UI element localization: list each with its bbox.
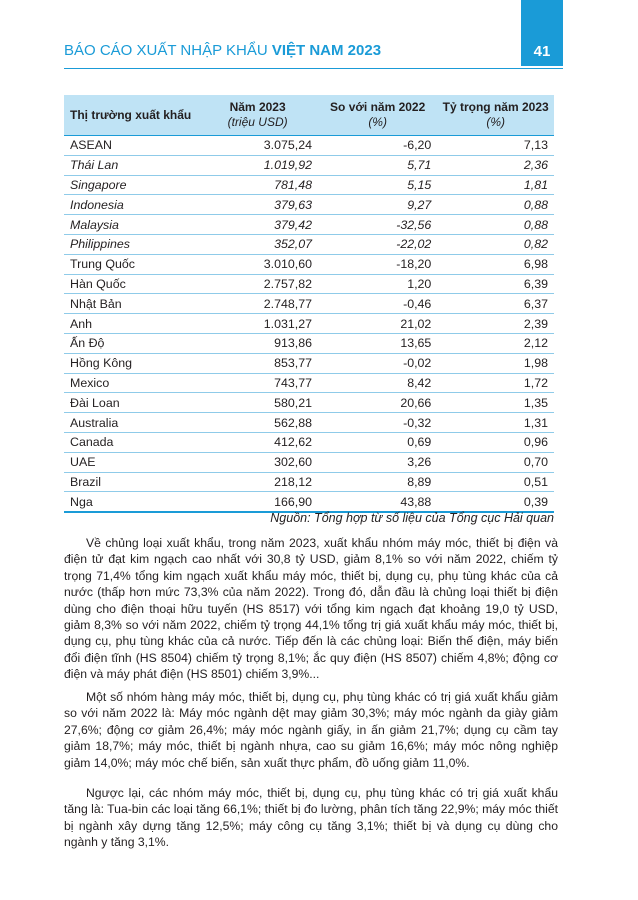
page-number: 41 bbox=[533, 43, 551, 60]
table-row bbox=[64, 215, 554, 235]
cell-share: 1,72 bbox=[437, 373, 554, 393]
table-row bbox=[64, 136, 554, 156]
cell-market: ASEAN bbox=[64, 136, 197, 156]
cell-value: 853,77 bbox=[197, 353, 318, 373]
column-header-label: Tỷ trọng năm 2023 bbox=[442, 100, 549, 114]
cell-change: -0,32 bbox=[318, 413, 437, 433]
cell-value: 3.075,24 bbox=[197, 136, 318, 156]
cell-change: -18,20 bbox=[318, 254, 437, 274]
cell-share: 0,82 bbox=[437, 234, 554, 254]
cell-change: -22,02 bbox=[318, 234, 437, 254]
table-row bbox=[64, 373, 554, 393]
cell-share: 0,96 bbox=[437, 432, 554, 452]
cell-value: 352,07 bbox=[197, 234, 318, 254]
cell-change: 13,65 bbox=[318, 333, 437, 353]
cell-share: 1,35 bbox=[437, 393, 554, 413]
cell-share: 0,39 bbox=[437, 492, 554, 512]
cell-market: Nhật Bản bbox=[64, 294, 197, 314]
cell-market: Hàn Quốc bbox=[64, 274, 197, 294]
table-row bbox=[64, 393, 554, 413]
page-number-tab bbox=[521, 0, 563, 66]
cell-share: 1,81 bbox=[437, 175, 554, 195]
cell-change: -32,56 bbox=[318, 215, 437, 235]
table-row bbox=[64, 333, 554, 353]
cell-value: 379,42 bbox=[197, 215, 318, 235]
cell-change: 21,02 bbox=[318, 314, 437, 334]
cell-value: 1.031,27 bbox=[197, 314, 318, 334]
cell-value: 913,86 bbox=[197, 333, 318, 353]
column-header-unit: (%) bbox=[368, 115, 387, 129]
cell-change: 8,89 bbox=[318, 472, 437, 492]
cell-market: Singapore bbox=[64, 175, 197, 195]
cell-share: 0,88 bbox=[437, 215, 554, 235]
cell-market: Nga bbox=[64, 492, 197, 512]
table-row bbox=[64, 155, 554, 175]
table-row bbox=[64, 452, 554, 472]
column-header-value bbox=[197, 95, 318, 136]
column-header-label: Năm 2023 bbox=[229, 100, 286, 114]
column-header-change bbox=[318, 95, 437, 136]
table-row bbox=[64, 314, 554, 334]
cell-change: 0,69 bbox=[318, 432, 437, 452]
column-header-unit: (triệu USD) bbox=[227, 115, 288, 129]
table-row bbox=[64, 413, 554, 433]
cell-market: Thái Lan bbox=[64, 155, 197, 175]
page-header bbox=[0, 0, 638, 78]
cell-share: 2,36 bbox=[437, 155, 554, 175]
table-header-row bbox=[64, 95, 554, 136]
cell-market: Anh bbox=[64, 314, 197, 334]
cell-value: 743,77 bbox=[197, 373, 318, 393]
cell-change: 8,42 bbox=[318, 373, 437, 393]
cell-value: 781,48 bbox=[197, 175, 318, 195]
report-title-prefix: BÁO CÁO XUẤT NHẬP KHẨU bbox=[64, 42, 272, 59]
cell-change: -0,46 bbox=[318, 294, 437, 314]
table-body bbox=[64, 136, 554, 513]
column-header-unit: (%) bbox=[486, 115, 505, 129]
cell-change: 1,20 bbox=[318, 274, 437, 294]
cell-market: Australia bbox=[64, 413, 197, 433]
cell-share: 6,98 bbox=[437, 254, 554, 274]
cell-change: -0,02 bbox=[318, 353, 437, 373]
cell-share: 2,12 bbox=[437, 333, 554, 353]
header-divider bbox=[64, 68, 563, 69]
body-paragraph: Ngược lại, các nhóm máy móc, thiết bị, dụng cụ, phụ tùng khác có trị giá xuất khẩu tăng là: Tua-bin các loại tăng 66,1%; thiết bị đo lường, phân tích tăng 22,9%; máy móc thiết bị ngành xây dựng tăng 12,5%; máy công cụ tăng 3,1%; thiết bị và dụng cụ dùng cho ngành y tăng 3,1%. bbox=[64, 786, 558, 850]
cell-value: 562,88 bbox=[197, 413, 318, 433]
table-source-note: Nguồn: Tổng hợp từ số liệu của Tổng cục Hải quan bbox=[270, 511, 554, 525]
cell-market: Canada bbox=[64, 432, 197, 452]
cell-market: Mexico bbox=[64, 373, 197, 393]
column-header-label: Thị trường xuất khẩu bbox=[70, 107, 192, 122]
cell-change: 3,26 bbox=[318, 452, 437, 472]
cell-market: Ấn Độ bbox=[64, 333, 197, 353]
column-header-label: So với năm 2022 bbox=[330, 100, 426, 114]
table-row bbox=[64, 472, 554, 492]
cell-value: 3.010,60 bbox=[197, 254, 318, 274]
cell-share: 6,39 bbox=[437, 274, 554, 294]
cell-market: Đài Loan bbox=[64, 393, 197, 413]
cell-change: 43,88 bbox=[318, 492, 437, 512]
table-row bbox=[64, 175, 554, 195]
cell-change: 5,15 bbox=[318, 175, 437, 195]
table-row bbox=[64, 294, 554, 314]
table-row bbox=[64, 234, 554, 254]
table-row bbox=[64, 195, 554, 215]
table-row bbox=[64, 353, 554, 373]
cell-value: 2.748,77 bbox=[197, 294, 318, 314]
cell-share: 0,51 bbox=[437, 472, 554, 492]
report-title bbox=[64, 42, 381, 59]
table-row bbox=[64, 254, 554, 274]
table-row bbox=[64, 492, 554, 512]
table-row bbox=[64, 432, 554, 452]
cell-market: Brazil bbox=[64, 472, 197, 492]
cell-value: 379,63 bbox=[197, 195, 318, 215]
body-paragraph: Một số nhóm hàng máy móc, thiết bị, dụng cụ, phụ tùng khác có trị giá xuất khẩu giảm so với năm 2022 là: Máy móc ngành dệt may giảm 30,3%; máy móc ngành da giày giảm 27,6%; động cơ giảm 26,4%; máy móc ngành giấy, in ấn giảm 21,7%; dụng cụ cầm tay giảm 18,7%; máy móc, thiết bị ngành nhựa, cao su giảm 16,6%; máy móc nông nghiệp giảm 14,0%; máy móc chế biến, sản xuất thực phẩm, đồ uống giảm 11,0%. bbox=[64, 690, 558, 770]
cell-value: 218,12 bbox=[197, 472, 318, 492]
cell-change: 5,71 bbox=[318, 155, 437, 175]
cell-value: 412,62 bbox=[197, 432, 318, 452]
cell-market: UAE bbox=[64, 452, 197, 472]
cell-share: 0,70 bbox=[437, 452, 554, 472]
body-paragraph: Về chủng loại xuất khẩu, trong năm 2023, xuất khẩu nhóm máy móc, thiết bị điện và điện tử đạt kim ngạch cao nhất với 30,8 tỷ USD, giảm 8,1% so với năm 2022, chiếm tỷ trọng 71,4% tổng kim ngạch xuất khẩu máy móc, thiết bị, dụng cụ, phụ tùng khác của cả nước (thấp hơn mức 73,3% của năm 2022). Trong đó, dẫn đầu là chủng loại thiết bị điện dùng cho điện thoại hữu tuyến (HS 8517) với tổng kim ngạch đạt khoảng 19,0 tỷ USD, giảm 8,3% so với năm 2022, chiếm tỷ trọng 44,1% tổng trị giá xuất khẩu máy móc, thiết bị, dụng cụ, phụ tùng khác của cả nước. Tiếp đến là các chủng loại: Biến thế điện, máy biến đổi điện tĩnh (HS 8504) chiếm tỷ trọng 8,1%; ắc quy điện (HS 8507) chiếm 4,8%; động cơ điện và máy phát điện (HS 8501) chiếm 3,9%... bbox=[64, 536, 558, 682]
cell-market: Indonesia bbox=[64, 195, 197, 215]
cell-value: 166,90 bbox=[197, 492, 318, 512]
report-title-bold: VIỆT NAM 2023 bbox=[271, 42, 382, 59]
cell-value: 580,21 bbox=[197, 393, 318, 413]
column-header-market bbox=[64, 95, 197, 136]
cell-change: 20,66 bbox=[318, 393, 437, 413]
cell-share: 0,88 bbox=[437, 195, 554, 215]
cell-share: 2,39 bbox=[437, 314, 554, 334]
table-row bbox=[64, 274, 554, 294]
cell-value: 1.019,92 bbox=[197, 155, 318, 175]
cell-share: 1,31 bbox=[437, 413, 554, 433]
cell-value: 2.757,82 bbox=[197, 274, 318, 294]
cell-market: Malaysia bbox=[64, 215, 197, 235]
export-markets-table bbox=[64, 95, 554, 513]
cell-share: 1,98 bbox=[437, 353, 554, 373]
cell-market: Hồng Kông bbox=[64, 353, 197, 373]
column-header-share bbox=[437, 95, 554, 136]
cell-market: Trung Quốc bbox=[64, 254, 197, 274]
cell-share: 6,37 bbox=[437, 294, 554, 314]
cell-share: 7,13 bbox=[437, 136, 554, 156]
cell-value: 302,60 bbox=[197, 452, 318, 472]
cell-change: -6,20 bbox=[318, 136, 437, 156]
cell-change: 9,27 bbox=[318, 195, 437, 215]
cell-market: Philippines bbox=[64, 234, 197, 254]
